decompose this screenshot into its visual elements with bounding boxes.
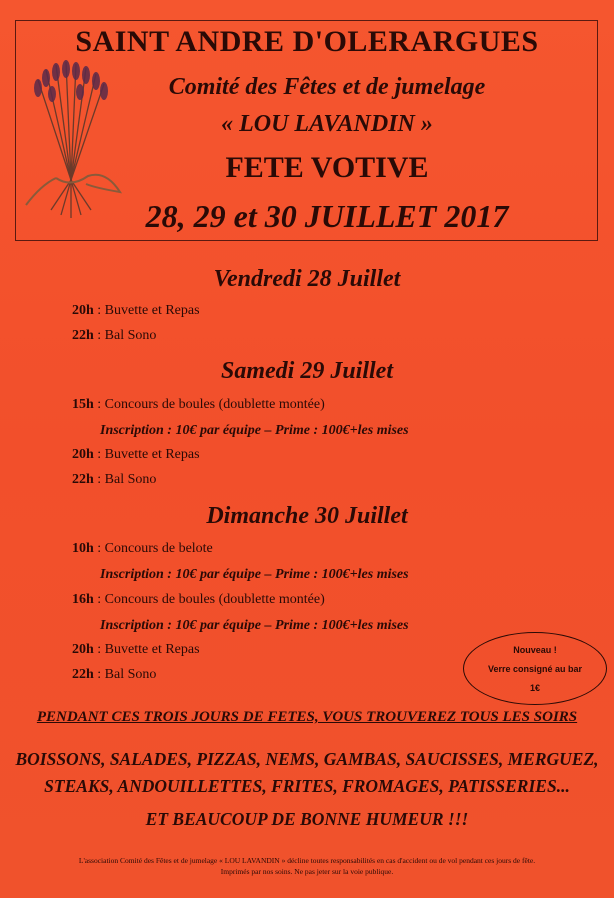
- schedule-row: [72, 328, 156, 344]
- schedule-time: 10h: [72, 541, 94, 556]
- association-name: « LOU LAVANDIN »: [221, 111, 433, 137]
- schedule-time: 15h: [72, 397, 94, 412]
- disclaimer-line-2: Imprimés par nos soins. Ne pas jeter sur la voie publique.: [220, 867, 394, 876]
- schedule-row: [72, 397, 325, 413]
- schedule-time: 22h: [72, 472, 94, 487]
- badge-price: 1€: [529, 683, 540, 693]
- schedule-row: [72, 303, 200, 319]
- inscription-info: Inscription : 10€ par équipe – Prime : 100€+les mises: [100, 423, 409, 438]
- schedule-time: 20h: [72, 303, 94, 318]
- schedule-row: [72, 642, 200, 658]
- schedule-time: 20h: [72, 642, 94, 657]
- inscription-info: Inscription : 10€ par équipe – Prime : 100€+les mises: [100, 618, 409, 633]
- new-glass-badge: [463, 632, 607, 705]
- page-title: SAINT ANDRE D'OLERARGUES: [75, 25, 539, 58]
- event-name: FETE VOTIVE: [225, 151, 429, 184]
- schedule-time: 20h: [72, 447, 94, 462]
- good-mood-line: ET BEAUCOUP DE BONNE HUMEUR !!!: [145, 809, 469, 829]
- schedule-row: [72, 472, 156, 488]
- schedule-text: : Buvette et Repas: [93, 642, 200, 657]
- schedule-row: [72, 592, 325, 608]
- food-line-2: STEAKS, ANDOUILLETTES, FRITES, FROMAGES, PATISSERIES...: [44, 776, 570, 796]
- badge-new: Nouveau !: [513, 645, 557, 655]
- schedule-time: 22h: [72, 667, 94, 682]
- schedule-time: 16h: [72, 592, 94, 607]
- schedule-row: [72, 541, 213, 557]
- schedule-text: : Bal Sono: [93, 667, 157, 682]
- schedule-text: : Concours de belote: [93, 541, 213, 556]
- event-dates: 28, 29 et 30 JUILLET 2017: [145, 198, 509, 234]
- schedule-text: : Concours de boules (doublette montée): [93, 397, 325, 412]
- schedule-text: : Buvette et Repas: [93, 303, 200, 318]
- day-title-friday: Vendredi 28 Juillet: [213, 266, 401, 292]
- badge-description: Verre consigné au bar: [487, 664, 583, 674]
- day-title-saturday: Samedi 29 Juillet: [220, 358, 393, 384]
- schedule-text: : Bal Sono: [93, 328, 157, 343]
- schedule-time: 22h: [72, 328, 94, 343]
- schedule-row: [72, 447, 200, 463]
- schedule-text: : Concours de boules (doublette montée): [93, 592, 325, 607]
- inscription-info: Inscription : 10€ par équipe – Prime : 100€+les mises: [100, 567, 409, 582]
- schedule-text: : Buvette et Repas: [93, 447, 200, 462]
- food-line-1: BOISSONS, SALADES, PIZZAS, NEMS, GAMBAS, SAUCISSES, MERGUEZ,: [15, 749, 599, 769]
- committee-name: Comité des Fêtes et de jumelage: [168, 74, 486, 100]
- schedule-row: [72, 667, 156, 683]
- schedule-text: : Bal Sono: [93, 472, 157, 487]
- day-title-sunday: Dimanche 30 Juillet: [206, 503, 408, 529]
- disclaimer-line-1: L'association Comité des Fêtes et de jumelage « LOU LAVANDIN » décline toutes responsabilités en cas d'accident ou de vol pendant ces jours de fête.: [78, 856, 536, 865]
- during-banner: PENDANT CES TROIS JOURS DE FETES, VOUS TROUVEREZ TOUS LES SOIRS: [36, 709, 578, 725]
